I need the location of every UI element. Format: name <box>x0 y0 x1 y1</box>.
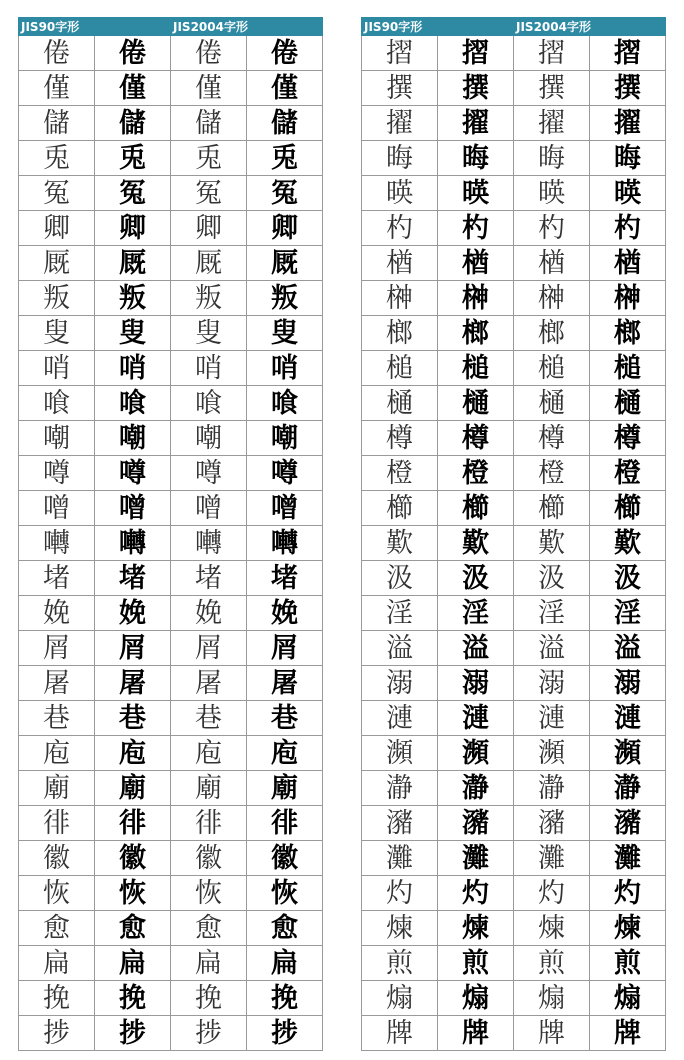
glyph-cell-bold: 扁 <box>95 946 171 981</box>
glyph-cell-light: 捗 <box>171 1016 247 1051</box>
table-row <box>19 456 323 491</box>
right-table-header <box>362 18 666 36</box>
table-row <box>362 631 666 666</box>
glyph-cell-bold: 煽 <box>590 981 666 1016</box>
glyph-cell-light: 牌 <box>362 1016 438 1051</box>
table-row <box>19 421 323 456</box>
glyph-cell-bold: 倦 <box>247 36 323 71</box>
glyph-cell-bold: 樋 <box>438 386 514 421</box>
glyph-cell-light: 擢 <box>362 106 438 141</box>
table-row <box>19 316 323 351</box>
glyph-cell-light: 挽 <box>19 981 95 1016</box>
table-row <box>362 806 666 841</box>
glyph-cell-bold: 煉 <box>438 911 514 946</box>
glyph-cell-bold: 哨 <box>247 351 323 386</box>
glyph-cell-light: 堵 <box>19 561 95 596</box>
glyph-cell-bold: 榔 <box>590 316 666 351</box>
glyph-cell-bold: 撰 <box>438 71 514 106</box>
jis90-header: JIS90字形 <box>19 18 171 36</box>
table-row <box>362 386 666 421</box>
glyph-cell-bold: 歎 <box>438 526 514 561</box>
glyph-cell-light: 煎 <box>514 946 590 981</box>
glyph-cell-bold: 晦 <box>438 141 514 176</box>
glyph-cell-light: 喰 <box>19 386 95 421</box>
glyph-cell-light: 叟 <box>19 316 95 351</box>
glyph-cell-bold: 暎 <box>438 176 514 211</box>
glyph-cell-bold: 摺 <box>438 36 514 71</box>
glyph-cell-light: 捗 <box>19 1016 95 1051</box>
table-row <box>362 666 666 701</box>
table-row <box>19 596 323 631</box>
glyph-cell-bold: 捗 <box>95 1016 171 1051</box>
glyph-cell-light: 瀕 <box>362 736 438 771</box>
glyph-cell-bold: 樽 <box>438 421 514 456</box>
glyph-cell-bold: 屑 <box>95 631 171 666</box>
glyph-cell-bold: 溢 <box>438 631 514 666</box>
glyph-cell-bold: 喰 <box>247 386 323 421</box>
glyph-cell-bold: 煽 <box>438 981 514 1016</box>
glyph-cell-bold: 淫 <box>590 596 666 631</box>
glyph-cell-bold: 淫 <box>438 596 514 631</box>
glyph-cell-light: 噌 <box>19 491 95 526</box>
table-row <box>19 351 323 386</box>
glyph-cell-bold: 噌 <box>95 491 171 526</box>
glyph-cell-bold: 冤 <box>247 176 323 211</box>
glyph-cell-bold: 灘 <box>438 841 514 876</box>
table-row <box>362 981 666 1016</box>
glyph-cell-light: 煽 <box>362 981 438 1016</box>
glyph-cell-light: 晦 <box>514 141 590 176</box>
glyph-cell-bold: 恢 <box>247 876 323 911</box>
glyph-cell-light: 厩 <box>171 246 247 281</box>
glyph-cell-light: 撰 <box>362 71 438 106</box>
glyph-cell-bold: 撰 <box>590 71 666 106</box>
glyph-cell-bold: 厩 <box>247 246 323 281</box>
table-row <box>19 491 323 526</box>
glyph-cell-bold: 挽 <box>247 981 323 1016</box>
glyph-cell-bold: 瀦 <box>438 806 514 841</box>
glyph-cell-light: 嘲 <box>171 421 247 456</box>
glyph-cell-light: 儲 <box>171 106 247 141</box>
glyph-cell-light: 徘 <box>171 806 247 841</box>
glyph-cell-bold: 煎 <box>590 946 666 981</box>
glyph-cell-light: 瀞 <box>514 771 590 806</box>
glyph-cell-bold: 徘 <box>247 806 323 841</box>
glyph-cell-light: 恢 <box>19 876 95 911</box>
glyph-cell-bold: 愈 <box>95 911 171 946</box>
glyph-cell-light: 灘 <box>514 841 590 876</box>
table-row <box>19 736 323 771</box>
table-row <box>19 246 323 281</box>
glyph-cell-bold: 槌 <box>590 351 666 386</box>
glyph-cell-bold: 灘 <box>590 841 666 876</box>
table-row <box>362 491 666 526</box>
table-row <box>362 141 666 176</box>
glyph-cell-light: 儲 <box>19 106 95 141</box>
glyph-cell-bold: 嘲 <box>95 421 171 456</box>
table-row <box>19 36 323 71</box>
glyph-cell-light: 瀦 <box>514 806 590 841</box>
table-row <box>19 71 323 106</box>
glyph-cell-bold: 杓 <box>438 211 514 246</box>
glyph-cell-light: 噂 <box>19 456 95 491</box>
glyph-cell-bold: 溺 <box>590 666 666 701</box>
glyph-cell-bold: 叛 <box>247 281 323 316</box>
glyph-cell-light: 喰 <box>171 386 247 421</box>
table-row <box>362 351 666 386</box>
glyph-cell-light: 溢 <box>362 631 438 666</box>
table-row <box>362 841 666 876</box>
glyph-cell-bold: 櫛 <box>438 491 514 526</box>
table-row <box>362 71 666 106</box>
glyph-cell-bold: 榊 <box>590 281 666 316</box>
glyph-cell-light: 囀 <box>19 526 95 561</box>
glyph-cell-bold: 叟 <box>95 316 171 351</box>
glyph-cell-light: 晦 <box>362 141 438 176</box>
table-row <box>362 246 666 281</box>
glyph-cell-bold: 卿 <box>247 211 323 246</box>
table-row <box>19 386 323 421</box>
table-row <box>19 1016 323 1051</box>
glyph-cell-bold: 徘 <box>95 806 171 841</box>
glyph-cell-light: 榊 <box>362 281 438 316</box>
glyph-cell-light: 叟 <box>171 316 247 351</box>
glyph-cell-light: 愈 <box>19 911 95 946</box>
glyph-cell-bold: 儲 <box>247 106 323 141</box>
glyph-cell-bold: 瀦 <box>590 806 666 841</box>
glyph-cell-bold: 樋 <box>590 386 666 421</box>
glyph-cell-bold: 冤 <box>95 176 171 211</box>
glyph-cell-bold: 堵 <box>247 561 323 596</box>
table-row <box>362 1016 666 1051</box>
glyph-cell-light: 哨 <box>19 351 95 386</box>
glyph-cell-bold: 汲 <box>438 561 514 596</box>
table-row <box>362 596 666 631</box>
glyph-cell-bold: 徽 <box>247 841 323 876</box>
table-row <box>19 666 323 701</box>
glyph-cell-bold: 僅 <box>95 71 171 106</box>
glyph-cell-light: 溺 <box>514 666 590 701</box>
glyph-cell-bold: 卿 <box>95 211 171 246</box>
glyph-cell-light: 扁 <box>19 946 95 981</box>
table-row <box>362 281 666 316</box>
table-row <box>362 771 666 806</box>
glyph-cell-bold: 恢 <box>95 876 171 911</box>
table-row <box>362 316 666 351</box>
glyph-cell-bold: 噌 <box>247 491 323 526</box>
glyph-cell-bold: 庖 <box>247 736 323 771</box>
glyph-cell-light: 汲 <box>514 561 590 596</box>
glyph-cell-light: 煉 <box>362 911 438 946</box>
glyph-cell-bold: 屠 <box>247 666 323 701</box>
glyph-cell-light: 淫 <box>362 596 438 631</box>
glyph-cell-light: 叛 <box>19 281 95 316</box>
glyph-cell-light: 庖 <box>19 736 95 771</box>
glyph-cell-light: 徽 <box>19 841 95 876</box>
glyph-cell-bold: 汲 <box>590 561 666 596</box>
glyph-cell-light: 廟 <box>19 771 95 806</box>
glyph-cell-bold: 暎 <box>590 176 666 211</box>
table-row <box>362 526 666 561</box>
glyph-cell-light: 卿 <box>171 211 247 246</box>
table-row <box>19 141 323 176</box>
glyph-cell-bold: 儲 <box>95 106 171 141</box>
glyph-cell-bold: 巷 <box>247 701 323 736</box>
glyph-cell-light: 堵 <box>171 561 247 596</box>
glyph-cell-light: 摺 <box>362 36 438 71</box>
glyph-cell-light: 屠 <box>171 666 247 701</box>
table-row <box>362 456 666 491</box>
glyph-cell-light: 厩 <box>19 246 95 281</box>
glyph-cell-light: 巷 <box>171 701 247 736</box>
glyph-cell-light: 榔 <box>362 316 438 351</box>
table-row <box>362 561 666 596</box>
glyph-cell-light: 瀕 <box>514 736 590 771</box>
table-row <box>19 526 323 561</box>
glyph-cell-bold: 叛 <box>95 281 171 316</box>
glyph-cell-bold: 兎 <box>95 141 171 176</box>
glyph-cell-light: 噌 <box>171 491 247 526</box>
glyph-cell-bold: 擢 <box>438 106 514 141</box>
table-row <box>19 981 323 1016</box>
glyph-cell-bold: 哨 <box>95 351 171 386</box>
glyph-cell-bold: 漣 <box>590 701 666 736</box>
glyph-cell-light: 灼 <box>362 876 438 911</box>
glyph-cell-light: 榊 <box>514 281 590 316</box>
glyph-cell-bold: 歎 <box>590 526 666 561</box>
glyph-cell-bold: 摺 <box>590 36 666 71</box>
glyph-cell-light: 櫛 <box>362 491 438 526</box>
glyph-cell-bold: 兎 <box>247 141 323 176</box>
glyph-cell-bold: 瀕 <box>590 736 666 771</box>
glyph-cell-bold: 瀞 <box>590 771 666 806</box>
glyph-cell-bold: 煉 <box>590 911 666 946</box>
table-row <box>19 876 323 911</box>
glyph-cell-bold: 牌 <box>438 1016 514 1051</box>
glyph-cell-light: 叛 <box>171 281 247 316</box>
table-row <box>19 176 323 211</box>
glyph-cell-light: 屠 <box>19 666 95 701</box>
glyph-cell-bold: 溢 <box>590 631 666 666</box>
left-table-header <box>19 18 323 36</box>
glyph-cell-bold: 堵 <box>95 561 171 596</box>
glyph-cell-bold: 溺 <box>438 666 514 701</box>
glyph-cell-light: 瀞 <box>362 771 438 806</box>
glyph-cell-bold: 晦 <box>590 141 666 176</box>
glyph-cell-bold: 徽 <box>95 841 171 876</box>
glyph-cell-bold: 樽 <box>590 421 666 456</box>
glyph-cell-light: 樽 <box>362 421 438 456</box>
glyph-cell-bold: 瀞 <box>438 771 514 806</box>
glyph-cell-light: 愈 <box>171 911 247 946</box>
glyph-cell-bold: 娩 <box>247 596 323 631</box>
glyph-cell-light: 嘲 <box>19 421 95 456</box>
glyph-cell-light: 冤 <box>19 176 95 211</box>
glyph-cell-light: 巷 <box>19 701 95 736</box>
glyph-cell-bold: 扁 <box>247 946 323 981</box>
glyph-cell-bold: 煎 <box>438 946 514 981</box>
glyph-cell-bold: 捗 <box>247 1016 323 1051</box>
glyph-cell-bold: 漣 <box>438 701 514 736</box>
glyph-cell-light: 煎 <box>362 946 438 981</box>
glyph-cell-bold: 楢 <box>438 246 514 281</box>
glyph-cell-light: 溢 <box>514 631 590 666</box>
table-row <box>19 106 323 141</box>
glyph-cell-bold: 噂 <box>247 456 323 491</box>
glyph-cell-bold: 挽 <box>95 981 171 1016</box>
table-row <box>362 946 666 981</box>
glyph-cell-bold: 楢 <box>590 246 666 281</box>
glyph-cell-light: 娩 <box>171 596 247 631</box>
glyph-cell-light: 撰 <box>514 71 590 106</box>
glyph-cell-light: 楢 <box>514 246 590 281</box>
table-row <box>19 841 323 876</box>
table-row <box>362 36 666 71</box>
glyph-cell-light: 娩 <box>19 596 95 631</box>
glyph-cell-bold: 橙 <box>438 456 514 491</box>
table-row <box>362 421 666 456</box>
glyph-cell-light: 恢 <box>171 876 247 911</box>
glyph-cell-light: 擢 <box>514 106 590 141</box>
glyph-cell-light: 煉 <box>514 911 590 946</box>
glyph-cell-light: 杓 <box>362 211 438 246</box>
glyph-cell-bold: 槌 <box>438 351 514 386</box>
table-row <box>362 176 666 211</box>
glyph-cell-light: 漣 <box>362 701 438 736</box>
glyph-cell-bold: 庖 <box>95 736 171 771</box>
table-row <box>19 911 323 946</box>
glyph-cell-bold: 杓 <box>590 211 666 246</box>
glyph-cell-light: 汲 <box>362 561 438 596</box>
glyph-cell-light: 哨 <box>171 351 247 386</box>
glyph-cell-light: 冤 <box>171 176 247 211</box>
left-glyph-table <box>18 17 323 1051</box>
glyph-cell-bold: 噂 <box>95 456 171 491</box>
table-row <box>362 106 666 141</box>
glyph-cell-light: 扁 <box>171 946 247 981</box>
glyph-cell-light: 屑 <box>171 631 247 666</box>
glyph-cell-light: 僅 <box>171 71 247 106</box>
glyph-cell-light: 淫 <box>514 596 590 631</box>
table-row <box>19 946 323 981</box>
glyph-cell-light: 灼 <box>514 876 590 911</box>
table-row <box>19 281 323 316</box>
glyph-cell-light: 倦 <box>171 36 247 71</box>
glyph-cell-bold: 灼 <box>590 876 666 911</box>
table-row <box>19 631 323 666</box>
glyph-cell-light: 漣 <box>514 701 590 736</box>
table-row <box>19 561 323 596</box>
glyph-cell-bold: 屠 <box>95 666 171 701</box>
glyph-cell-bold: 擢 <box>590 106 666 141</box>
table-row <box>362 911 666 946</box>
glyph-cell-bold: 巷 <box>95 701 171 736</box>
jis2004-header: JIS2004字形 <box>514 18 666 36</box>
glyph-cell-bold: 廟 <box>95 771 171 806</box>
glyph-cell-light: 樋 <box>514 386 590 421</box>
glyph-cell-light: 徽 <box>171 841 247 876</box>
glyph-cell-light: 歎 <box>514 526 590 561</box>
table-row <box>362 211 666 246</box>
glyph-cell-bold: 愈 <box>247 911 323 946</box>
glyph-cell-light: 徘 <box>19 806 95 841</box>
glyph-cell-bold: 囀 <box>95 526 171 561</box>
glyph-cell-bold: 嘲 <box>247 421 323 456</box>
glyph-cell-light: 榔 <box>514 316 590 351</box>
table-row <box>19 806 323 841</box>
glyph-cell-light: 囀 <box>171 526 247 561</box>
glyph-cell-light: 兎 <box>171 141 247 176</box>
glyph-cell-light: 屑 <box>19 631 95 666</box>
glyph-cell-light: 瀦 <box>362 806 438 841</box>
glyph-cell-bold: 屑 <box>247 631 323 666</box>
jis90-header: JIS90字形 <box>362 18 514 36</box>
glyph-cell-light: 廟 <box>171 771 247 806</box>
glyph-cell-bold: 榔 <box>438 316 514 351</box>
glyph-cell-light: 倦 <box>19 36 95 71</box>
glyph-cell-light: 暎 <box>362 176 438 211</box>
glyph-cell-bold: 喰 <box>95 386 171 421</box>
right-glyph-table <box>361 17 666 1051</box>
glyph-cell-light: 橙 <box>362 456 438 491</box>
glyph-cell-bold: 瀕 <box>438 736 514 771</box>
glyph-cell-bold: 倦 <box>95 36 171 71</box>
glyph-cell-light: 兎 <box>19 141 95 176</box>
glyph-cell-light: 煽 <box>514 981 590 1016</box>
glyph-cell-light: 卿 <box>19 211 95 246</box>
glyph-cell-light: 楢 <box>362 246 438 281</box>
table-row <box>362 701 666 736</box>
glyph-cell-light: 杓 <box>514 211 590 246</box>
glyph-cell-light: 挽 <box>171 981 247 1016</box>
table-row <box>19 211 323 246</box>
glyph-cell-light: 庖 <box>171 736 247 771</box>
glyph-cell-light: 樽 <box>514 421 590 456</box>
glyph-cell-bold: 牌 <box>590 1016 666 1051</box>
glyph-cell-light: 櫛 <box>514 491 590 526</box>
glyph-cell-bold: 櫛 <box>590 491 666 526</box>
table-row <box>362 736 666 771</box>
glyph-cell-light: 樋 <box>362 386 438 421</box>
glyph-cell-light: 暎 <box>514 176 590 211</box>
glyph-cell-bold: 榊 <box>438 281 514 316</box>
glyph-cell-light: 摺 <box>514 36 590 71</box>
glyph-cell-light: 噂 <box>171 456 247 491</box>
glyph-cell-light: 歎 <box>362 526 438 561</box>
glyph-cell-light: 僅 <box>19 71 95 106</box>
glyph-cell-light: 槌 <box>514 351 590 386</box>
glyph-cell-bold: 囀 <box>247 526 323 561</box>
table-row <box>19 771 323 806</box>
glyph-cell-bold: 叟 <box>247 316 323 351</box>
table-row <box>19 701 323 736</box>
glyph-cell-light: 溺 <box>362 666 438 701</box>
glyph-cell-bold: 厩 <box>95 246 171 281</box>
glyph-cell-bold: 灼 <box>438 876 514 911</box>
jis2004-header: JIS2004字形 <box>171 18 323 36</box>
table-row <box>362 876 666 911</box>
glyph-cell-light: 橙 <box>514 456 590 491</box>
glyph-cell-bold: 廟 <box>247 771 323 806</box>
glyph-cell-bold: 娩 <box>95 596 171 631</box>
glyph-cell-bold: 僅 <box>247 71 323 106</box>
glyph-cell-light: 牌 <box>514 1016 590 1051</box>
glyph-cell-light: 灘 <box>362 841 438 876</box>
glyph-cell-light: 槌 <box>362 351 438 386</box>
glyph-cell-bold: 橙 <box>590 456 666 491</box>
